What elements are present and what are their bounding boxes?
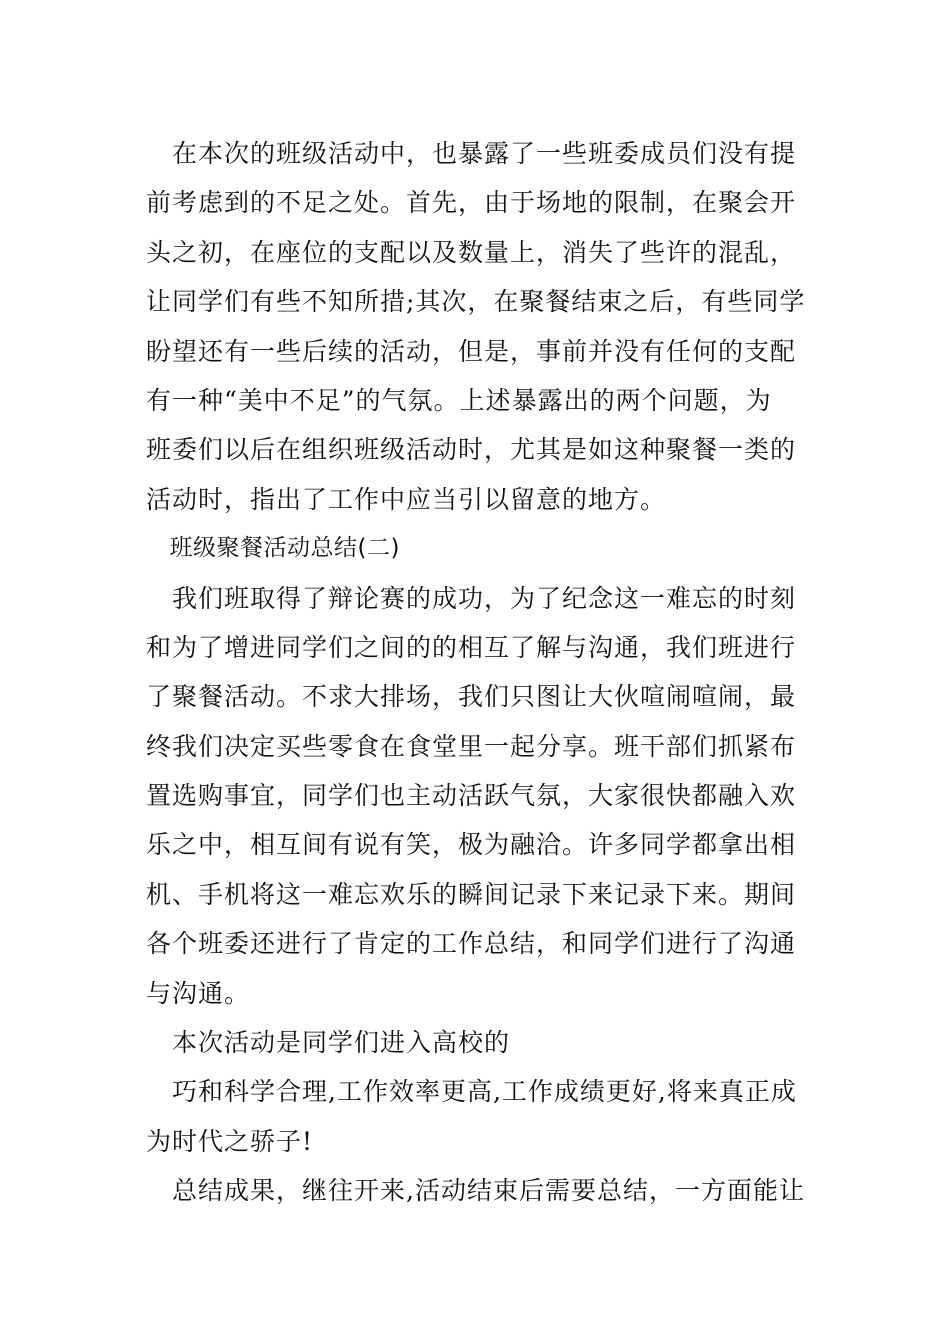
text-line: 机、手机将这一难忘欢乐的瞬间记录下来记录下来。期间 — [146, 879, 797, 909]
text-line: 和为了增进同学们之间的的相互了解与沟通，我们班进行 — [146, 632, 797, 662]
text-line: 为时代之骄子! — [146, 1126, 314, 1156]
text-line: 本次活动是同学们进入高校的 — [146, 1028, 511, 1058]
paragraph-debate-dinner — [146, 574, 806, 1019]
paragraph-efficiency — [146, 1067, 806, 1166]
text-line: 让同学们有些不知所措;其次，在聚餐结束之后，有些同学 — [146, 287, 806, 317]
paragraph-activity-issues — [146, 129, 806, 524]
paragraph-summary — [146, 1166, 806, 1215]
document-body — [146, 129, 806, 1216]
text-line: 活动时，指出了工作中应当引以留意的地方。 — [146, 484, 667, 514]
text-line: 我们班取得了辩论赛的成功，为了纪念这一难忘的时刻 — [146, 583, 797, 613]
text-line: 置选购事宜，同学们也主动活跃气氛，大家很快都融入欢 — [146, 781, 797, 811]
text-line: 盼望还有一些后续的活动，但是，事前并没有任何的支配 — [146, 336, 797, 366]
text-line: 与沟通。 — [146, 978, 251, 1008]
text-line: 有一种“美中不足”的气氛。上述暴露出的两个问题，为 — [146, 385, 772, 415]
text-line: 终我们决定买些零食在食堂里一起分享。班干部们抓紧布 — [146, 731, 797, 761]
text-line: 头之初，在座位的支配以及数量上，消失了些许的混乱， — [146, 237, 797, 267]
text-line: 巧和科学合理,工作效率更高,工作成绩更好,将来真正成 — [146, 1077, 797, 1107]
text-line: 各个班委还进行了肯定的工作总结，和同学们进行了沟通 — [146, 929, 797, 959]
section-heading — [146, 524, 806, 573]
text-line: 了聚餐活动。不求大排场，我们只图让大伙喧闹喧闹，最 — [146, 682, 797, 712]
text-line: 在本次的班级活动中，也暴露了一些班委成员们没有提 — [146, 139, 797, 168]
text-line: 乐之中，相互间有说有笑，极为融洽。许多同学都拿出相 — [146, 830, 797, 860]
text-line: 班委们以后在组织班级活动时，尤其是如这种聚餐一类的 — [146, 435, 797, 465]
paragraph-college-entry — [146, 1018, 806, 1067]
section-heading-text: 班级聚餐活动总结(二) — [146, 535, 400, 562]
text-line: 前考虑到的不足之处。首先，由于场地的限制，在聚会开 — [146, 188, 797, 218]
text-line: 总结成果，继往开来,活动结束后需要总结，一方面能让 — [146, 1176, 805, 1206]
